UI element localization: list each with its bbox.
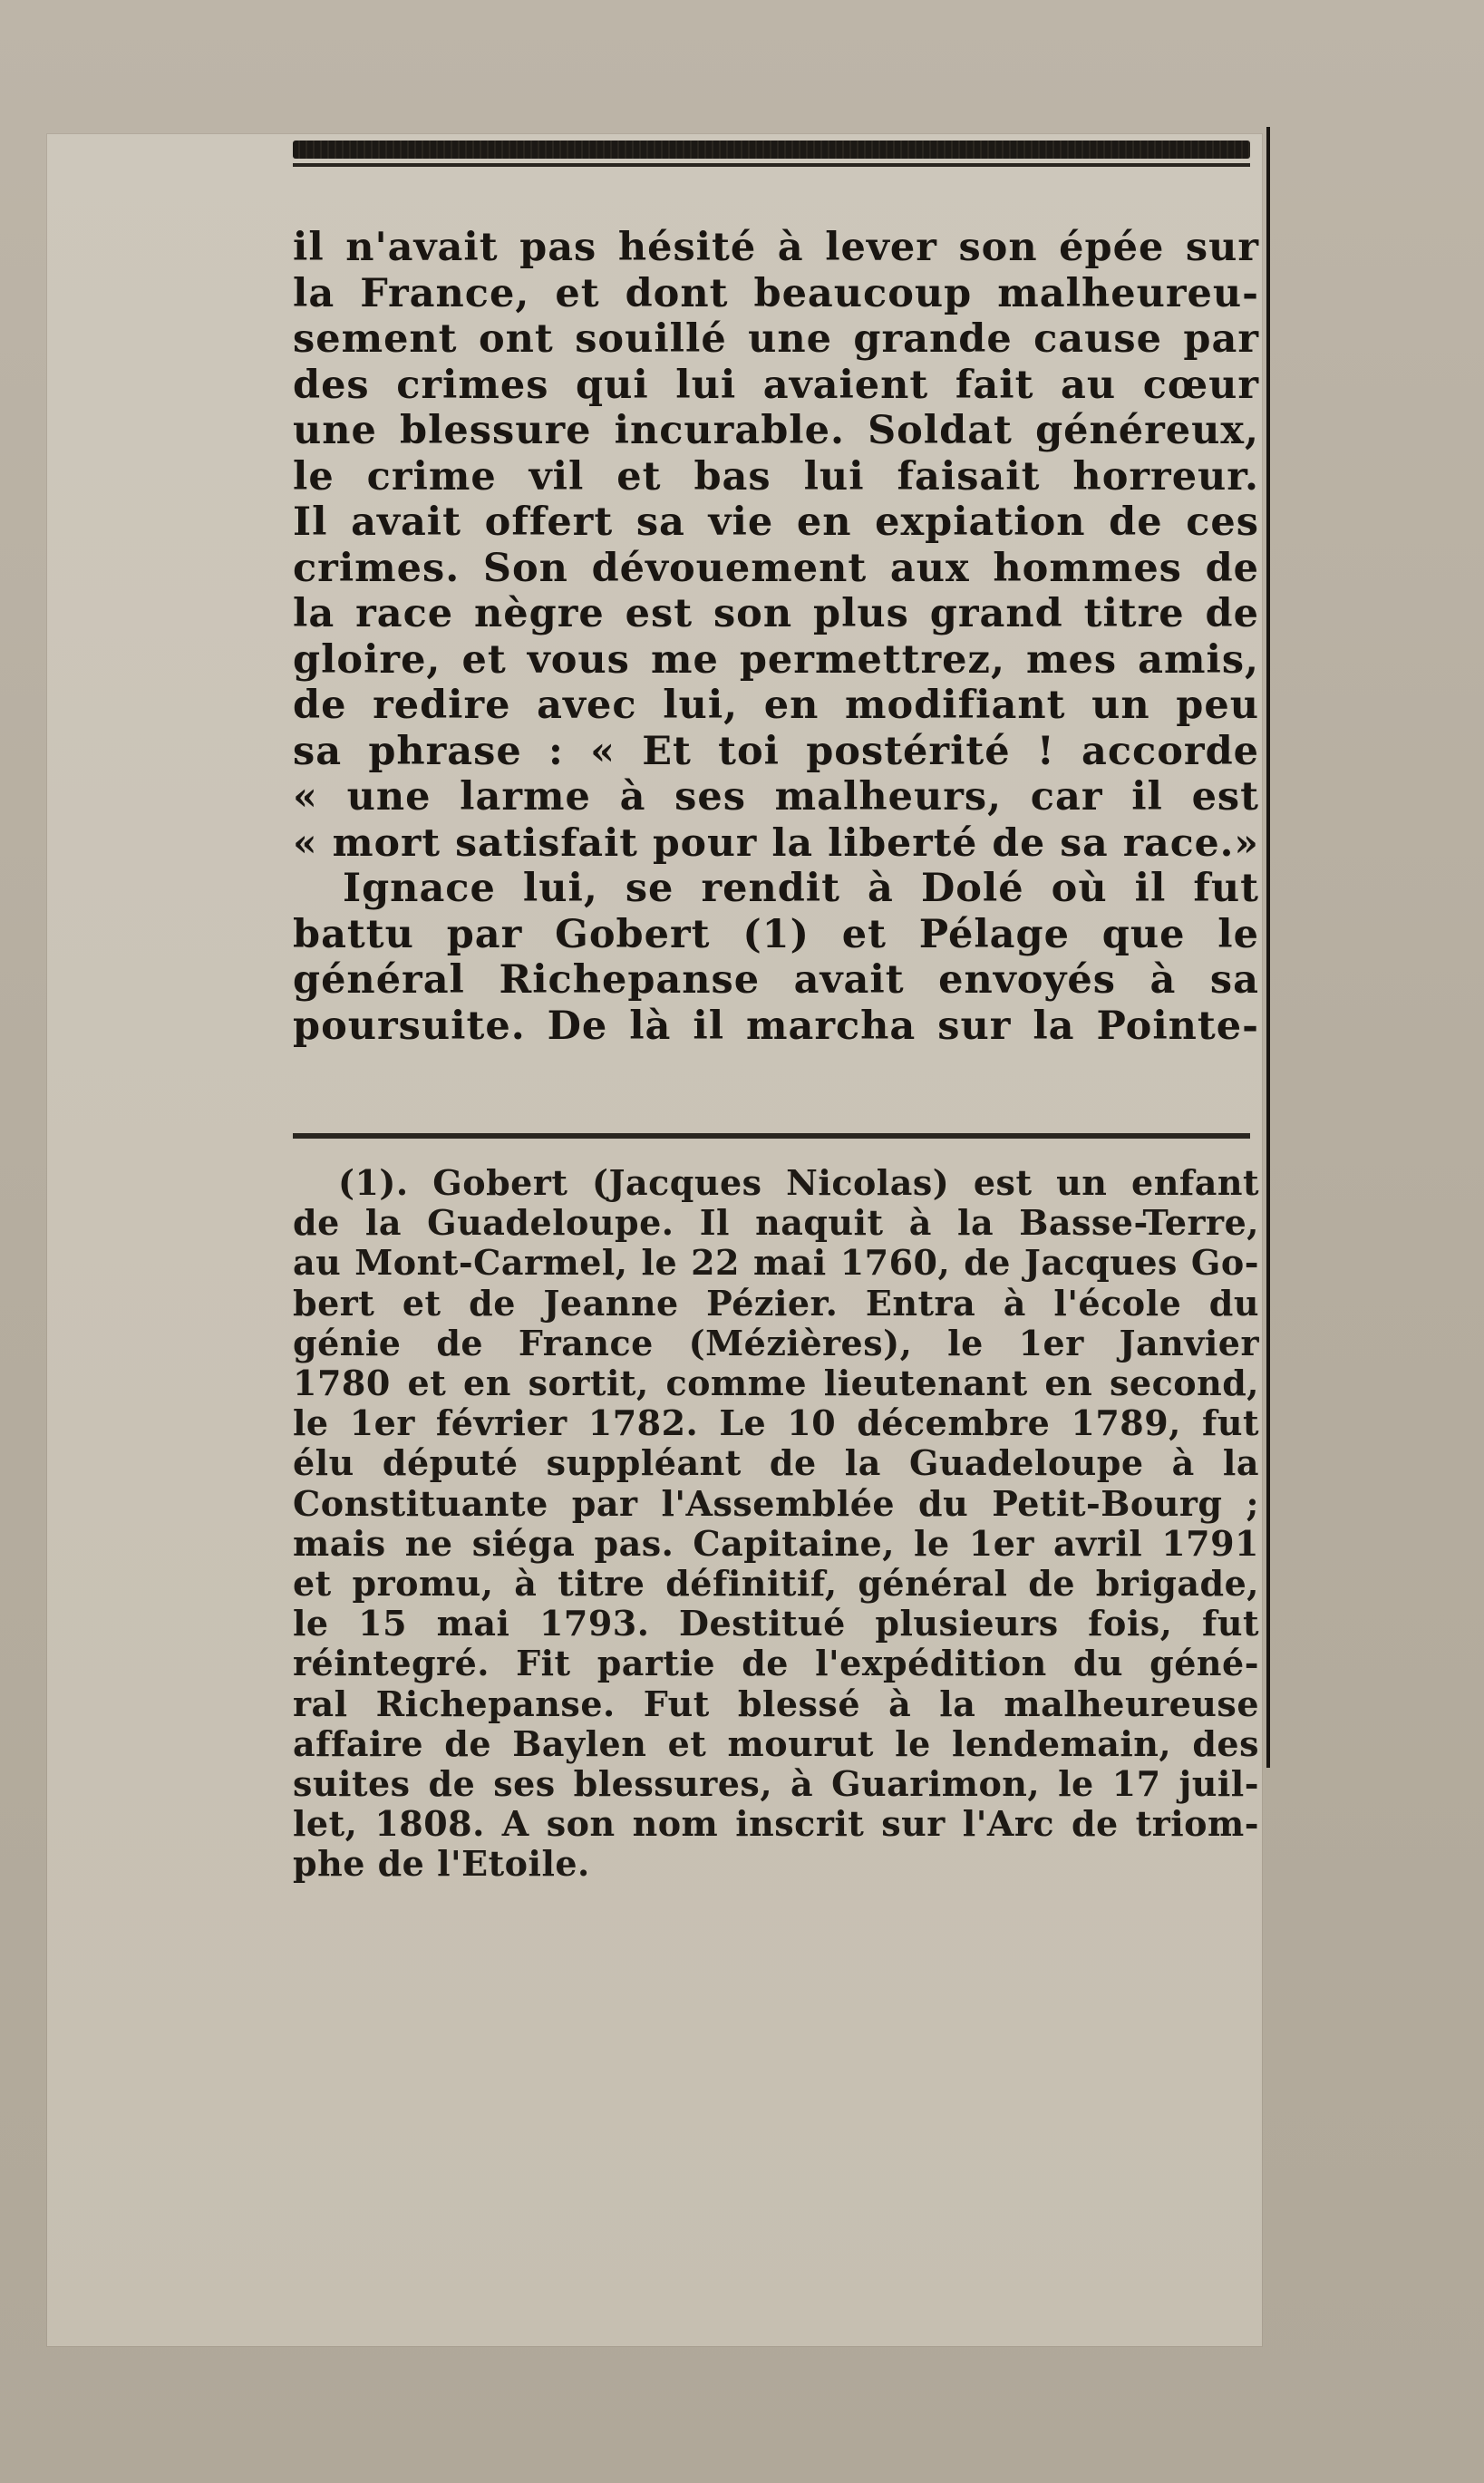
article-line: battu par Gobert (1) et Pélage que le (293, 911, 1259, 957)
article-line: de redire avec lui, en modifiant un peu (293, 683, 1259, 728)
footnote-line: élu député suppléant de la Guadeloupe à la (293, 1443, 1259, 1484)
article-line: la race nègre est son plus grand titre de (293, 591, 1259, 636)
article-line: Il avait offert sa vie en expiation de ces (293, 500, 1259, 545)
footnote-line: 1780 et en sortit, comme lieutenant en second, (293, 1363, 1259, 1404)
article-line: une blessure incurable. Soldat généreux, (293, 408, 1259, 453)
article-line: général Richepanse avait envoyés à sa (293, 957, 1259, 1003)
footnote-line: (1). Gobert (Jacques Nicolas) est un enfant (338, 1163, 1259, 1203)
footnote-line: mais ne siéga pas. Capitaine, le 1er avril 1791 (293, 1523, 1259, 1564)
top-rule-thin (293, 163, 1250, 167)
footnote-line: suites de ses blessures, à Guarimon, le 17 juil- (293, 1764, 1259, 1805)
article-line: le crime vil et bas lui faisait horreur. (293, 453, 1259, 500)
footnote-line: le 1er février 1782. Le 10 décembre 1789, fut (293, 1403, 1259, 1444)
article-line: des crimes qui lui avaient fait au cœur (293, 362, 1259, 408)
article-line: gloire, et vous me permettrez, mes amis, (293, 636, 1259, 683)
article-line: poursuite. De là il marcha sur la Pointe- (293, 1003, 1259, 1049)
article-line: il n'avait pas hésité à lever son épée sur (293, 225, 1259, 270)
top-rule-thick (293, 141, 1250, 159)
footnote-line: ral Richepanse. Fut blessé à la malheureuse (293, 1683, 1259, 1724)
article-line: Ignace lui, se rendit à Dolé où il fut (343, 866, 1259, 911)
footnote-line: génie de France (Mézières), le 1er Janvier (293, 1323, 1259, 1363)
article-line: sement ont souillé une grande cause par (293, 316, 1259, 362)
footnote-line: bert et de Jeanne Pézier. Entra à l'école du (293, 1283, 1259, 1324)
article-line: « une larme à ses malheurs, car il est (293, 774, 1259, 820)
footnote-line: Constituante par l'Assemblée du Petit-Bourg ; (293, 1483, 1259, 1524)
footnote-line: et promu, à titre définitif, général de brigade, (293, 1564, 1259, 1605)
article-line: crimes. Son dévouement aux hommes de (293, 545, 1259, 591)
footnote-line: affaire de Baylen et mourut le lendemain, des (293, 1723, 1259, 1764)
footnote-line: réintegré. Fit partie de l'expédition du géné- (293, 1644, 1259, 1684)
footnote-body (293, 1163, 1259, 1885)
column-rule-right (1266, 127, 1270, 1768)
footnote-separator (293, 1133, 1250, 1139)
article-body (293, 225, 1259, 1049)
footnote-line: au Mont-Carmel, le 22 mai 1760, de Jacques Go- (293, 1243, 1259, 1284)
article-line: la France, et dont beaucoup malheureu- (293, 270, 1259, 316)
footnote-line: let, 1808. A son nom inscrit sur l'Arc de triom- (293, 1804, 1259, 1845)
article-line: sa phrase : « Et toi postérité ! accorde (293, 728, 1259, 774)
footnote-line: de la Guadeloupe. Il naquit à la Basse-Terre, (293, 1203, 1259, 1244)
footnote-line: le 15 mai 1793. Destitué plusieurs fois, fut (293, 1604, 1259, 1644)
article-line: « mort satisfait pour la liberté de sa race.» (293, 820, 1259, 866)
footnote-line: phe de l'Etoile. (293, 1844, 590, 1885)
